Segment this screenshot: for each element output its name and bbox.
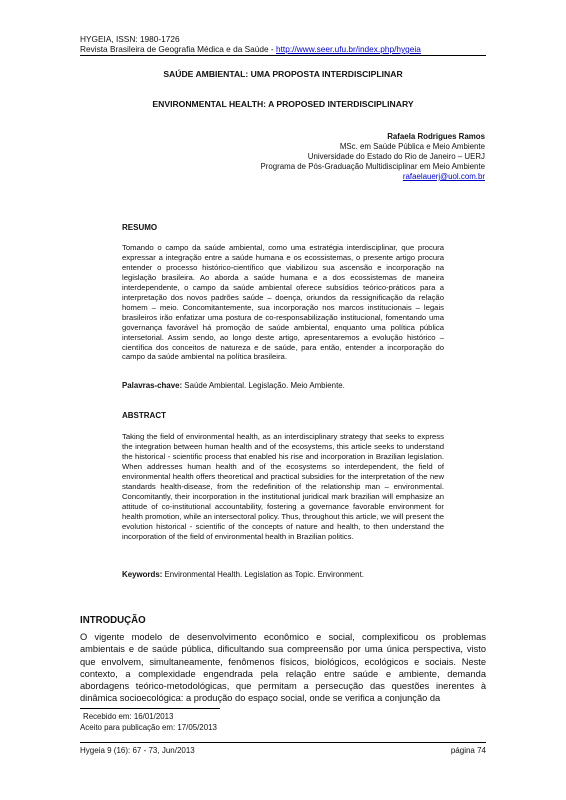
resumo-text: Tomando o campo da saúde ambiental, como uma estratégia interdisciplinar, que procura expressar a integração entre a saúde humana e os ecossistemas, o presente artigo procura entender o processo histórico-científico que viabilizou sua ascensão e incorporação na legislação brasileira. Ao aborda a saúde humana e a dos ecossistemas de maneira interdependente, o campo da saúde ambiental oferece subsídios teórico-práticos para a interpretação dos novos padrões saúde – doença, oriundos da ressignificação da relação homem – meio. Concomitantemente, sua incorporação nos marcos institucionais – legais brasileiros irão enfatizar uma postura de co-responsabilização institucional, fomentando uma governança favorável há promoção de saúde ambiental, enquanto uma política pública intersetorial. Assim sendo, ao longo deste artigo, apresentaremos a evolução histórico – científica dos conceitos de natureza e de saúde, para então, entender a incorporação do campo da saúde ambiental na política brasileira. <box>122 243 444 362</box>
author-block <box>260 132 485 182</box>
footnote-block <box>80 712 217 733</box>
abstract-keywords-values: Environmental Health. Legislation as Topic. Environment. <box>162 570 364 579</box>
resumo-keywords-values: Saúde Ambiental. Legislação. Meio Ambiente. <box>182 381 345 390</box>
footnote-received: Recebido em: 16/01/2013 <box>83 712 174 721</box>
footer-citation: Hygeia 9 (16): 67 - 73, Jun/2013 <box>80 746 195 755</box>
page-number: página 74 <box>450 746 486 755</box>
author-degree: MSc. em Saúde Pública e Meio Ambiente <box>339 142 485 151</box>
abstract-keywords <box>122 570 444 579</box>
resumo-keywords <box>122 381 444 390</box>
author-name: Rafaela Rodrigues Ramos <box>387 132 485 141</box>
author-email-link[interactable]: rafaelauerj@uol.com.br <box>402 172 485 181</box>
resumo-keywords-label: Palavras-chave: <box>122 381 183 390</box>
abstract-keywords-label: Keywords: <box>122 570 163 579</box>
journal-name: Revista Brasileira de Geografia Médica e da Saúde - <box>80 44 277 54</box>
abstract-heading: ABSTRACT <box>122 411 166 420</box>
footnote-rule <box>80 708 220 709</box>
resumo-heading: RESUMO <box>122 223 158 232</box>
intro-text: O vigente modelo de desenvolvimento econômico e social, complexificou os problemas ambientais e de saúde pública, dificultando sua compreensão por uma única perspectiva, visto que envolvem, simultaneamente, fenômenos físicos, biológicos, ecológicos e sociais. Neste contexto, a complexidade engendrada pela relação entre saúde e ambiente, demanda abordagens teórico-metodológicas, que permitam a persecução das questões inerentes à dinâmica socioecológica: a produção do espaço social, onde se verifica a conjunção da <box>80 632 486 704</box>
title-portuguese: SAÚDE AMBIENTAL: UMA PROPOSTA INTERDISCIPLINAR <box>163 69 403 79</box>
journal-url-link[interactable]: http://www.seer.ufu.br/index.php/hygeia <box>276 44 421 54</box>
journal-name-line <box>80 44 421 54</box>
journal-issn: HYGEIA, ISSN: 1980-1726 <box>80 34 180 44</box>
abstract-text: Taking the field of environmental health, as an interdisciplinary strategy that seeks to express the integration between human health and of the ecosystems, this article seeks to understand the historical - scientific process that enabled his rise and incorporation in Brazilian legislation. When addresses human health and of the ecosystems so interdependent, the field of environmental health offers theoretical and practical subsidies for the interpretation of the new standards health-disease, from the redefinition of the relationship man – environmental. Concomitantly, their incorporation in the institutional juridical mark brazilian will emphasize an attitude of co-institutional accountability, fostering a governance favorable environment for health promotion, while an intersectoral policy. Thus, throughout this article, we will present the evolution historical - scientific of the concepts of nature and health, to then understand the incorporation of the field of environmental health in Brazilian politics. <box>122 432 444 541</box>
author-program: Programa de Pós-Graduação Multidisciplinar em Meio Ambiente <box>260 162 485 171</box>
author-university: Universidade do Estado do Rio de Janeiro – UERJ <box>307 152 485 161</box>
intro-heading: INTRODUÇÃO <box>80 615 146 626</box>
footnote-accepted: Aceito para publicação em: 17/05/2013 <box>80 722 217 732</box>
header-rule <box>80 55 486 56</box>
footer-rule <box>80 742 486 743</box>
title-english: ENVIRONMENTAL HEALTH: A PROPOSED INTERDISCIPLINARY <box>152 99 414 109</box>
